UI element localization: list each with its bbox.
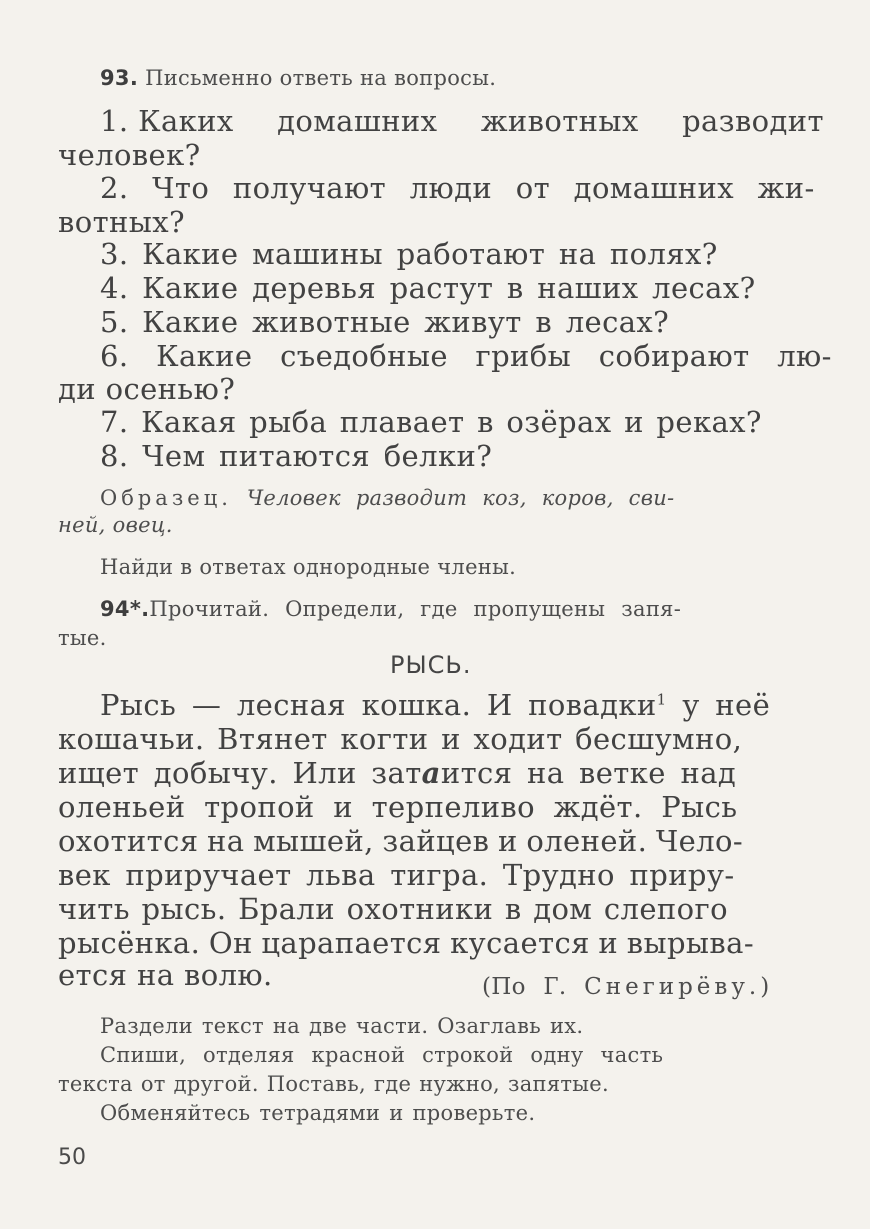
sample-label: Образец. [100,486,232,510]
story-line-6: век приручает льва тигра. Трудно приру- [58,858,735,892]
question-2 [100,171,824,205]
question-4 [100,271,756,305]
exercise-number: 93. [100,66,139,90]
story-line-3 [58,756,736,790]
exercise-94-task-2: Спиши, отделяя красной строкой одну часть [100,1043,664,1067]
attribution [482,974,773,1000]
question-number: 3. [100,237,129,271]
question-text: Какие животные живут в лесах? [142,305,670,339]
exercise-93-header [100,66,496,90]
question-word: Каких [138,104,234,138]
question-text: Какие машины работают на полях? [142,237,718,271]
sample-line-1 [100,486,674,510]
exercise-instruction: Письменно ответь на вопросы. [145,66,497,90]
question-number: 5. [100,305,129,339]
story-line-5: охотится на мышей, зайцев и оленей. Чело- [58,824,744,858]
exercise-instruction: Прочитай. Определи, где пропущены запя- [149,597,682,621]
question-number: 4. [100,271,129,305]
question-3 [100,237,718,271]
story-title: РЫСЬ. [390,651,472,679]
exercise-94-task-2-continuation: текста от другой. Поставь, где нужно, запятые. [58,1072,610,1096]
page-number: 50 [58,1145,86,1170]
question-word: животных [480,104,639,138]
story-line-7: чить рысь. Брали охотники в дом слепого [58,892,728,926]
question-number: 1. [100,104,129,138]
question-text: Что получают люди от домашних жи- [152,171,815,205]
footnote-mark: 1 [656,690,667,709]
question-6 [100,339,832,373]
story-line-8: рысёнка. Он царапается кусается и вырыва- [58,926,755,960]
story-text: ится на ветке над [440,756,737,790]
exercise-number: 94*. [100,597,150,621]
question-text: Чем питаются белки? [142,439,493,473]
story-text: у неё [666,688,771,722]
question-text: Какие деревья растут в наших лесах? [142,271,756,305]
question-text: Какие съедобные грибы собирают лю- [156,339,832,373]
stressed-letter: а [421,756,441,790]
question-5 [100,305,669,339]
attribution-prefix: (По Г. [482,974,567,1000]
question-6-continuation: ди осенью? [58,372,236,406]
story-line-9: ется на волю. [58,958,273,992]
question-word: разводит [682,104,824,138]
sample-text: Человек разводит коз, коров, сви- [246,486,675,510]
exercise-93-task: Найди в ответах однородные члены. [100,555,517,579]
story-line-2: кошачьи. Втянет когти и ходит бесшумно, [58,722,743,756]
sample-line-2: ней, овец. [58,513,173,537]
question-1-continuation: человек? [58,138,201,172]
question-number: 2. [100,171,129,205]
exercise-94-header [100,597,681,621]
story-text: ищет добычу. Или зат [58,756,422,790]
question-8 [100,439,492,473]
question-text: Какая рыба плавает в озёрах и реках? [141,405,762,439]
question-2-continuation: вотных? [58,205,185,239]
story-line-4: оленьей тропой и терпеливо ждёт. Рысь [58,790,738,824]
attribution-author: Снегирёву.) [584,974,774,1000]
question-word: домашних [277,104,438,138]
exercise-94-task-3: Обменяйтесь тетрадями и проверьте. [100,1101,536,1125]
exercise-94-task-1: Раздели текст на две части. Озаглавь их. [100,1014,584,1038]
question-number: 6. [100,339,129,373]
exercise-94-header-continuation: тые. [58,626,107,650]
question-1 [100,104,824,138]
story-line-1 [100,688,770,722]
question-number: 8. [100,439,129,473]
question-number: 7. [100,405,129,439]
question-7 [100,405,762,439]
story-text: Рысь — лесная кошка. И повадки [100,688,657,722]
